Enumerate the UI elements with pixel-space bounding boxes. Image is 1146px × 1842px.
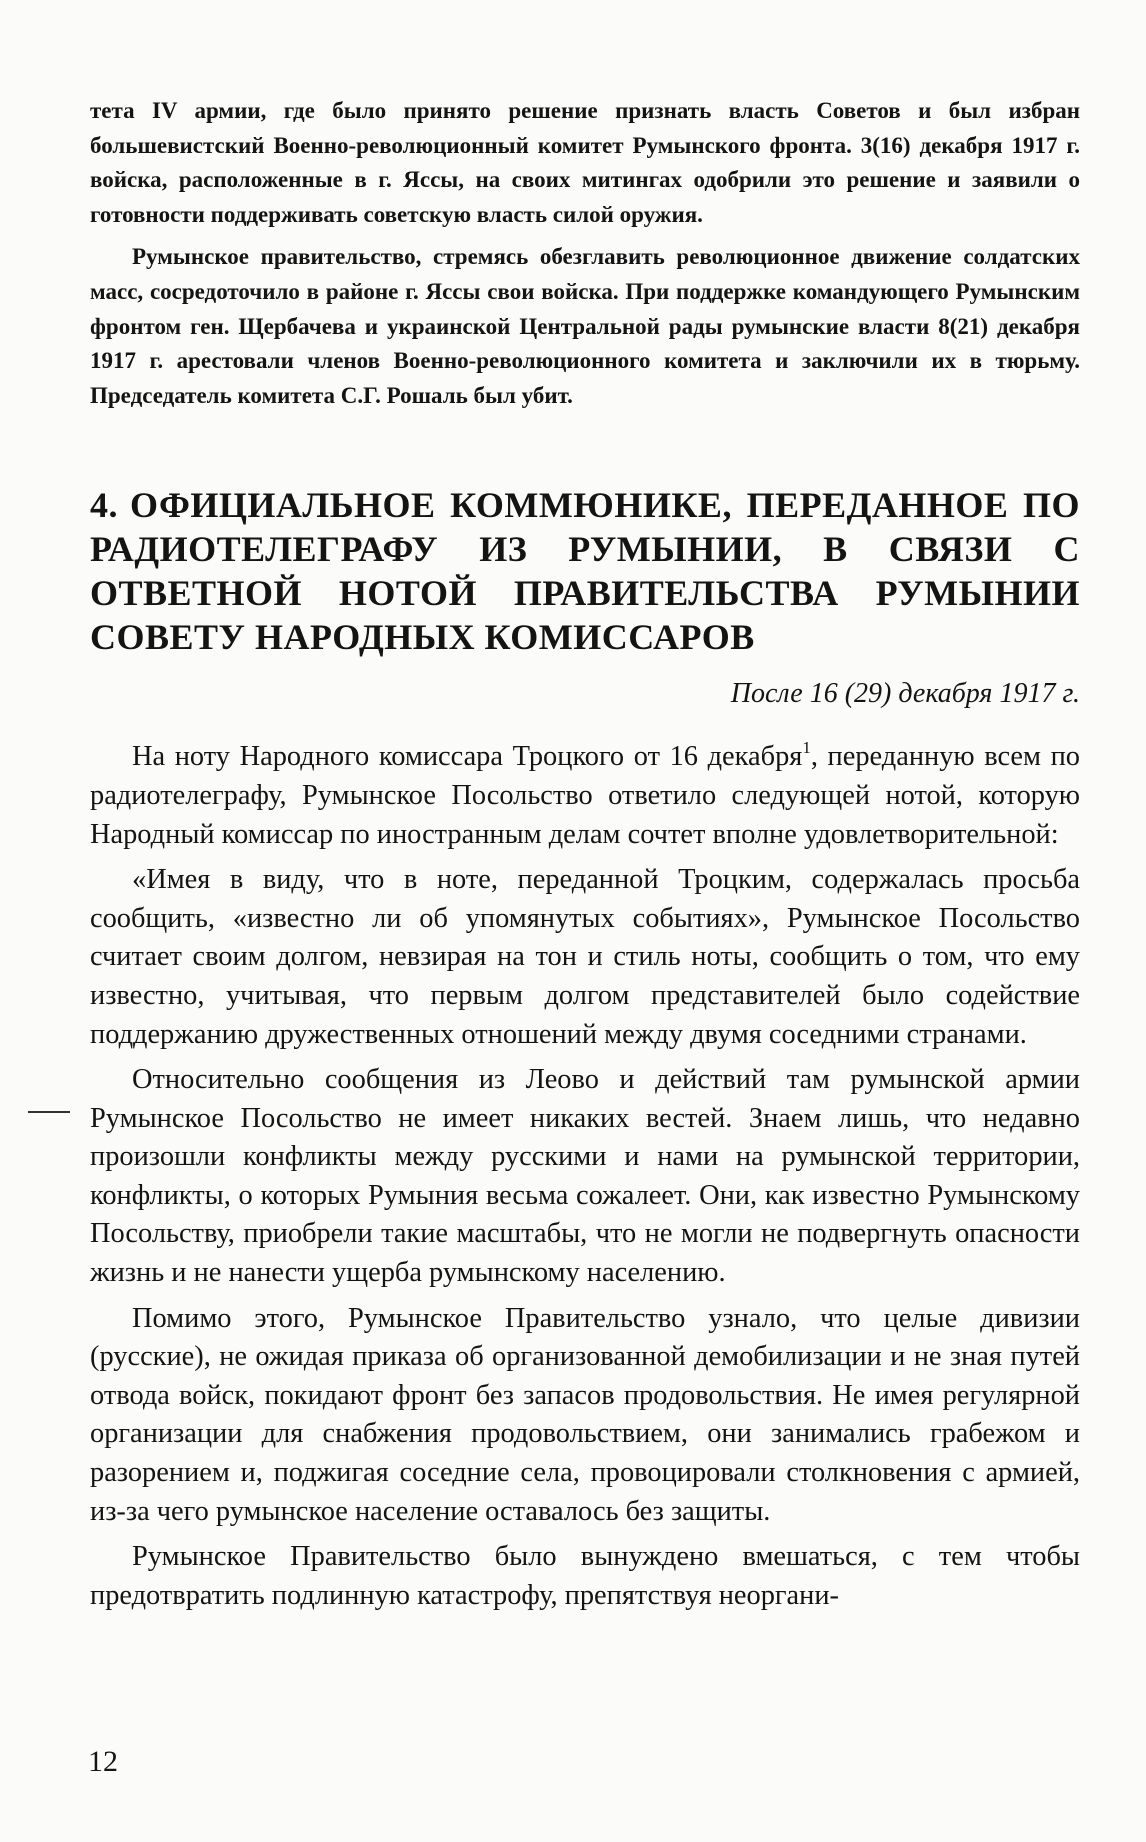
body-text: , переданную всем по радиотелеграфу, Румынское Посольство ответило следующей нотой, которую Народный комиссар по иностранным делам сочтет вполне удовлетворительной: — [90, 741, 1080, 850]
body-paragraph: Помимо этого, Румынское Правительство узнало, что целые дивизии (русские), не ожидая приказа об организованной демобилизации и не зная путей отвода войск, покидают фронт без запасов продовольствия. Не имея регулярной организации для снабжения продовольствием, они занимались грабежом и разорением и, поджигая соседние села, провоцировали столкновения с армией, из-за чего румынское население оставалось без защиты. — [90, 1302, 1080, 1527]
body-text: На ноту Народного комиссара Троцкого от 16 декабря — [132, 741, 803, 773]
margin-mark — [28, 1111, 70, 1113]
page-number: 12 — [88, 1745, 118, 1778]
section-heading — [90, 483, 1080, 659]
text-column — [90, 94, 1080, 1622]
section-number: 4. — [90, 485, 118, 526]
body-paragraph: Относительно сообщения из Леово и действий там румынской армии Румынское Посольство не имеет никаких вестей. Знаем лишь, что недавно произошли конфликты между русскими и нами на румынской территории, конфликты, о которых Румыния весьма сожалеет. Они, как известно Румынскому Посольству, приобрели такие масштабы, что не могли не подвергнуть опасности жизнь и не нанести ущерба румынскому населению. — [90, 1064, 1080, 1289]
intro-paragraph: тета IV армии, где было принято решение признать власть Советов и был избран большевистский Военно-революционный комитет Румынского фронта. 3(16) декабря 1917 г. войска, расположенные в г. Яссы, на своих митингах одобрили это решение и заявили о готовности поддерживать советскую власть силой оружия. — [90, 98, 1080, 227]
section-title: ОФИЦИАЛЬНОЕ КОММЮНИКЕ, ПЕРЕДАННОЕ ПО РАДИОТЕЛЕГРАФУ ИЗ РУМЫНИИ, В СВЯЗИ С ОТВЕТНОЙ НОТОЙ ПРАВИТЕЛЬСТВА РУМЫНИИ СОВЕТУ НАРОДНЫХ КОМИССАРОВ — [90, 485, 1080, 658]
footnote-marker: 1 — [802, 738, 811, 758]
document-body — [90, 738, 1080, 1615]
body-paragraph — [90, 738, 1080, 854]
body-paragraph: «Имея в виду, что в ноте, переданной Троцким, содержалась просьба сообщить, «известно ли об упомянутых событиях», Румынское Посольство считает своим долгом, невзирая на тон и стиль ноты, сообщить о том, что ему известно, учитывая, что первым долгом представителей было содействие поддержанию дружественных отношений между двумя соседними странами. — [90, 864, 1080, 1050]
document-dateline: После 16 (29) декабря 1917 г. — [730, 678, 1080, 710]
body-paragraph: Румынское Правительство было вынуждено вмешаться, с тем чтобы предотвратить подлинную катастрофу, препятствуя неоргани- — [90, 1541, 1080, 1611]
intro-text — [90, 94, 1080, 413]
intro-paragraph: Румынское правительство, стремясь обезглавить революционное движение солдатских масс, сосредоточило в районе г. Яссы свои войска. При поддержке командующего Румынским фронтом ген. Щербачева и украинской Центральной рады румынские власти 8(21) декабря 1917 г. арестовали членов Военно-революционного комитета и заключили их в тюрьму. Председатель комитета С.Г. Рошаль был убит. — [90, 244, 1080, 408]
